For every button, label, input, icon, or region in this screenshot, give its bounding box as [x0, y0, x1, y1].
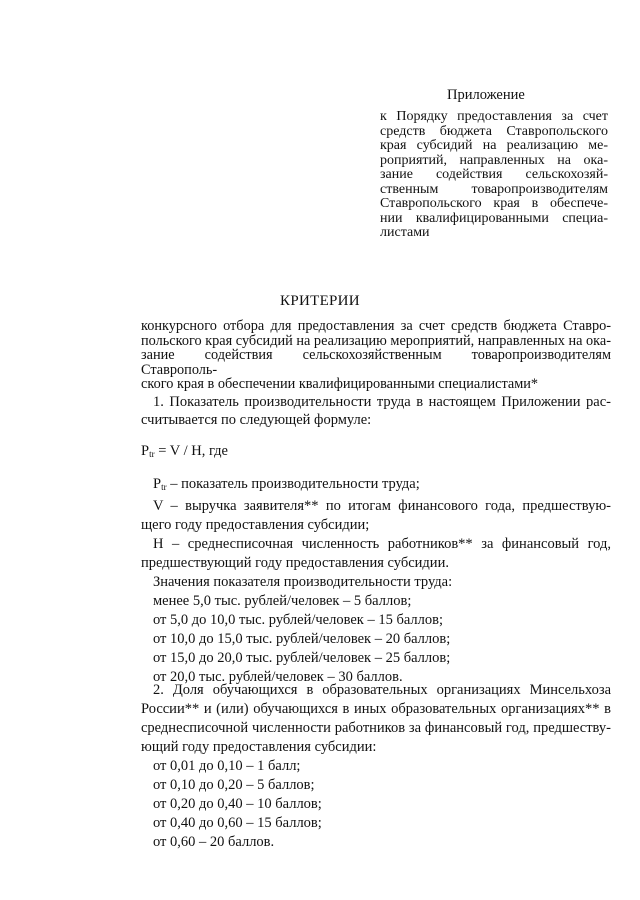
- definition-line: V – выручка заявителя** по итогам финансового года, предшествую-: [153, 498, 611, 514]
- formula-subscript: tr: [149, 449, 155, 459]
- appendix-title: Приложение: [447, 87, 525, 103]
- section1-intro: [141, 393, 611, 429]
- subtitle-line: ского края в обеспечении квалифицированными специалистами*: [141, 376, 539, 392]
- definition-line: предшествующий году предоставления субсидии.: [141, 555, 449, 571]
- appendix-line: средств бюджета Ставропольского: [380, 123, 608, 139]
- value-item: от 5,0 до 10,0 тыс. рублей/человек – 15 баллов;: [153, 612, 443, 628]
- section1-definitions: [141, 475, 611, 687]
- formula: [141, 443, 611, 460]
- subtitle-line: зание содействия сельскохозяйственным товаропроизводителям Ставрополь-: [141, 347, 611, 378]
- value-item: от 15,0 до 20,0 тыс. рублей/человек – 25 баллов;: [153, 650, 451, 666]
- definition-line: щего году предоставления субсидии;: [141, 517, 370, 533]
- value-item: менее 5,0 тыс. рублей/человек – 5 баллов;: [153, 593, 412, 609]
- value-item: от 0,60 – 20 баллов.: [153, 834, 275, 850]
- value-item: от 0,10 до 0,20 – 5 баллов;: [153, 777, 315, 793]
- subtitle-line: польского края субсидий на реализацию мероприятий, направленных на ока-: [141, 332, 611, 349]
- value-item: от 0,01 до 0,10 – 1 балл;: [153, 758, 301, 774]
- subtitle-line: конкурсного отбора для предоставления за счет средств бюджета Ставро-: [141, 318, 611, 334]
- appendix-line: зание содействия сельскохозяй-: [380, 167, 608, 182]
- value-item: от 0,20 до 0,40 – 10 баллов;: [153, 796, 322, 812]
- definition-line: H – среднесписочная численность работников** за финансовый год,: [153, 536, 611, 552]
- formula-text: = V / H, где: [154, 443, 228, 459]
- appendix-line: края субсидий на реализацию ме-: [380, 138, 608, 153]
- definition-text: – показатель производительности труда;: [166, 476, 420, 492]
- paragraph-line: 2. Доля обучающихся в образовательных организациях Минсельхоза: [153, 682, 611, 698]
- paragraph-line: России** и (или) обучающихся в иных образовательных организациях** в: [141, 701, 611, 717]
- appendix-line: нии квалифицированными специа-: [380, 210, 608, 226]
- appendix-reference: [380, 110, 608, 241]
- value-item: от 20,0 тыс. рублей/человек – 30 баллов.: [153, 669, 403, 685]
- definition-subscript: tr: [161, 482, 167, 492]
- appendix-line: ственным товаропроизводителям: [380, 181, 608, 197]
- section2: [141, 681, 611, 852]
- value-item: от 10,0 до 15,0 тыс. рублей/человек – 20 баллов;: [153, 631, 451, 647]
- paragraph-line: 1. Показатель производительности труда в настоящем Приложении рас-: [153, 394, 611, 410]
- criteria-subtitle: [141, 319, 611, 392]
- appendix-line: Ставропольского края в обеспече-: [380, 196, 608, 211]
- paragraph-line: считывается по следующей формуле:: [141, 412, 372, 428]
- values-heading: Значения показателя производительности труда:: [153, 574, 453, 590]
- definition-symbol: P: [153, 476, 162, 492]
- paragraph-line: среднесписочной численности работников за финансовый год, предшеству-: [141, 720, 611, 736]
- paragraph-line: ющий году предоставления субсидии:: [141, 739, 377, 755]
- definition-ptr: [141, 475, 611, 497]
- appendix-line: к Порядку предоставления за счет: [380, 109, 608, 124]
- value-item: от 0,40 до 0,60 – 15 баллов;: [153, 815, 322, 831]
- appendix-line: роприятий, направленных на ока-: [380, 152, 608, 168]
- criteria-title: КРИТЕРИИ: [280, 293, 360, 309]
- formula-symbol: P: [141, 443, 150, 459]
- appendix-line: листами: [380, 225, 430, 240]
